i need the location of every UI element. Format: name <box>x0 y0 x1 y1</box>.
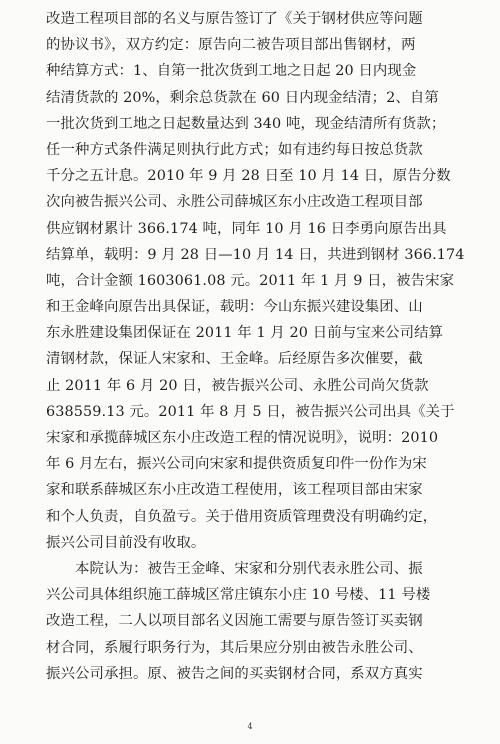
text-line: 振兴公司目前没有收取。 <box>46 534 206 551</box>
text-line: 和个人负责，自负盈亏。关于借用资质管理费没有明确约定， <box>46 508 438 525</box>
text-line: 吨，合计金额 1603061.08 元。2011 年 1 月 9 日，被告宋家 <box>46 272 455 289</box>
text-line: 宋家和承揽薛城区东小庄改造工程的情况说明》，说明：2010 <box>46 430 439 446</box>
text-line: 振兴公司承担。原、被告之间的买卖钢材合同，系双方真实 <box>46 665 423 682</box>
text-line: 种结算方式：1、自第一批次货到工地之日起 20 日内现金 <box>46 63 417 80</box>
text-line: 改造工程，二人以项目部名义因施工需要与原告签订买卖钢 <box>46 613 423 630</box>
text-line: 千分之五计息。2010 年 9 月 28 日至 10 月 14 日，原告分数 <box>46 168 451 185</box>
text-line: 兴公司具体组织施工薛城区常庄镇东小庄 10 号楼、11 号楼 <box>46 587 431 604</box>
text-line: 改造工程项目部的名义与原告签订了《关于钢材供应等问题 <box>46 11 423 27</box>
text-line: 供应钢材累计 366.174 吨，同年 10 月 16 日李勇向原告出具 <box>46 220 447 237</box>
document-body <box>46 6 466 687</box>
text-line: 的协议书》，双方约定：原告向二被告项目部出售钢材，两 <box>46 37 416 54</box>
text-line: 结清货款的 20%，剩余总货款在 60 日内现金结清；2、自第 <box>46 89 439 106</box>
text-line: 任一种方式条件满足则执行此方式；如有违约每日按总货款 <box>46 141 423 158</box>
text-line: 年 6 月左右，振兴公司向宋家和提供资质复印件一份作为宋 <box>46 456 427 473</box>
text-line: 材合同，系履行职务行为，其后果应分别由被告永胜公司、 <box>46 639 423 656</box>
text-line: 和王金峰向原告出具保证，载明：今山东振兴建设集团、山 <box>46 299 423 316</box>
text-line: 638559.13 元。2011 年 8 月 5 日，被告振兴公司出具《关于 <box>46 403 455 420</box>
paragraph-first-line: 本院认为：被告王金峰、宋家和分别代表永胜公司、振 <box>75 560 423 577</box>
text-line: 东永胜建设集团保证在 2011 年 1 月 20 日前与宝来公司结算 <box>46 325 444 342</box>
text-line: 止 2011 年 6 月 20 日，被告振兴公司、永胜公司尚欠货款 <box>46 377 429 394</box>
text-line: 清钢材款，保证人宋家和、王金峰。后经原告多次催要，截 <box>46 351 423 368</box>
page-number: 4 <box>247 722 253 731</box>
text-line: 家和联系薛城区东小庄改造工程使用，该工程项目部由宋家 <box>46 482 423 499</box>
text-line: 一批次货到工地之日起数量达到 340 吨，现金结清所有货款； <box>46 115 446 132</box>
text-line: 次向被告振兴公司、永胜公司薛城区东小庄改造工程项目部 <box>46 194 423 211</box>
text-line: 结算单，载明：9 月 28 日—10 月 14 日，共进到钢材 366.174 <box>46 246 465 263</box>
